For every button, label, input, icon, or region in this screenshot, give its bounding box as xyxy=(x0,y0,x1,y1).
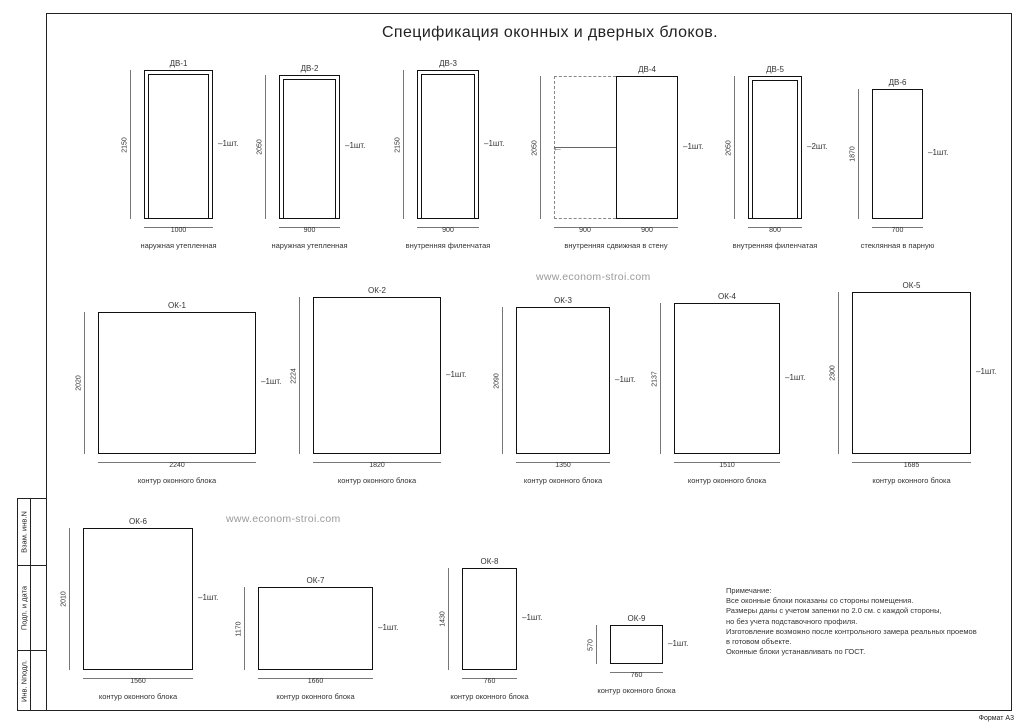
door-name: ДВ-2 xyxy=(300,64,319,73)
side-cell-replacement: Взам. инв.N xyxy=(19,510,29,553)
window-name: ОК-3 xyxy=(554,296,572,305)
window-height-dimension xyxy=(660,303,666,454)
window-height-dimension xyxy=(244,587,250,670)
notes-heading: Примечание: xyxy=(726,586,772,595)
window-width-value: 1660 xyxy=(307,678,324,685)
window-outline xyxy=(610,625,663,664)
window-outline xyxy=(852,292,971,454)
door-inner-frame xyxy=(421,74,475,219)
window-outline xyxy=(258,587,373,670)
window-outline xyxy=(313,297,441,454)
door-height-value: 1870 xyxy=(849,146,857,162)
notes-line: Все оконные блоки показаны со стороны помещения. xyxy=(726,596,914,606)
watermark: www.econom-stroi.com xyxy=(536,271,651,283)
door-width-value: 900 xyxy=(442,227,454,234)
window-caption: контур оконного блока xyxy=(687,476,767,485)
window-name: ОК-6 xyxy=(129,517,147,526)
window-quantity: –1шт. xyxy=(976,367,997,376)
window-height-value: 570 xyxy=(587,638,595,651)
door-height-dimension xyxy=(734,76,740,219)
window-quantity: –1шт. xyxy=(261,377,282,386)
door-quantity: –1шт. xyxy=(683,141,704,151)
window-name: ОК-4 xyxy=(718,292,736,301)
notes-line: Оконные блоки устанавливать по ГОСТ. xyxy=(726,647,866,657)
door-ghost-outline xyxy=(554,76,616,219)
door-name: ДВ-4 xyxy=(638,65,656,74)
window-name: ОК-5 xyxy=(902,281,921,290)
window-quantity: –1шт. xyxy=(446,369,467,379)
door-height-value: 2050 xyxy=(725,139,733,156)
window-outline xyxy=(83,528,193,670)
window-height-value: 1430 xyxy=(439,611,447,627)
door-slide-arrow xyxy=(554,142,616,148)
format-label: Формат А3 xyxy=(978,715,1014,722)
window-name: ОК-1 xyxy=(168,301,186,310)
notes-line: в готовом объекте. xyxy=(726,637,792,647)
window-height-dimension xyxy=(84,312,90,454)
window-caption: контур оконного блока xyxy=(523,476,603,485)
side-cell-signature: Подп. и дата xyxy=(19,585,29,630)
window-name: ОК-9 xyxy=(627,614,646,623)
door-quantity: –1шт. xyxy=(928,148,949,157)
window-caption: контур оконного блока xyxy=(276,692,355,701)
door-height-value: 2150 xyxy=(121,136,129,153)
window-quantity: –1шт. xyxy=(522,613,543,622)
window-height-value: 2137 xyxy=(651,370,659,387)
window-name: ОК-8 xyxy=(480,557,499,566)
window-quantity: –1шт. xyxy=(785,372,806,382)
door-width-value: 700 xyxy=(891,227,904,234)
window-height-dimension xyxy=(299,297,305,454)
window-width-value: 1510 xyxy=(719,462,735,469)
notes-line: но без учета подставочного профиля. xyxy=(726,616,858,626)
window-caption: контур оконного блока xyxy=(597,686,676,695)
window-height-value: 2010 xyxy=(60,591,68,607)
window-outline xyxy=(98,312,256,454)
door-quantity: –2шт. xyxy=(807,141,828,151)
door-height-dimension xyxy=(403,70,409,219)
door-width-value: 800 xyxy=(769,227,781,234)
door-quantity: –1шт. xyxy=(218,138,239,148)
door-height-dimension xyxy=(130,70,136,219)
door-outline xyxy=(872,89,923,219)
window-caption: контур оконного блока xyxy=(98,692,178,701)
window-width-value: 760 xyxy=(483,678,496,685)
door-width-value: 900 xyxy=(641,227,653,234)
notes-line: Изготовление возможно после контрольного замера реальных проемов xyxy=(726,626,977,636)
window-caption: контур оконного блока xyxy=(450,692,529,701)
window-caption: контур оконного блока xyxy=(337,476,417,485)
door-inner-frame xyxy=(283,79,336,219)
door-width-dimension xyxy=(554,222,678,228)
window-width-value: 760 xyxy=(630,672,643,679)
door-height-dimension xyxy=(858,89,864,219)
notes-block xyxy=(726,586,977,657)
door-caption: стеклянная в парную xyxy=(860,241,935,250)
window-height-value: 1170 xyxy=(235,620,243,637)
window-height-value: 2224 xyxy=(290,367,298,384)
window-name: ОК-2 xyxy=(368,286,386,295)
door-inner-frame xyxy=(752,80,798,219)
window-height-dimension xyxy=(69,528,75,670)
door-height-value: 2150 xyxy=(394,136,402,153)
door-quantity: –1шт. xyxy=(345,141,366,150)
door-slide-arrowhead: ← xyxy=(552,141,563,154)
door-height-value: 2050 xyxy=(256,139,264,155)
window-outline xyxy=(674,303,780,454)
window-width-value: 1820 xyxy=(369,462,385,469)
door-caption: наружная утепленная xyxy=(140,241,217,250)
window-name: ОК-7 xyxy=(306,576,325,585)
side-cell-inventory: Инв. Nподл. xyxy=(19,659,29,702)
door-caption: внутренняя сдвижная в стену xyxy=(564,241,668,250)
window-quantity: –1шт. xyxy=(198,593,219,602)
window-height-value: 2300 xyxy=(829,365,837,381)
door-caption: внутренняя филенчатая xyxy=(405,241,491,250)
door-height-dimension xyxy=(265,75,271,219)
window-caption: контур оконного блока xyxy=(137,476,217,485)
door-quantity: –1шт. xyxy=(484,138,505,148)
door-name: ДВ-3 xyxy=(439,59,457,68)
door-caption: наружная утепленная xyxy=(271,241,348,250)
window-caption: контур оконного блока xyxy=(872,476,951,485)
window-height-value: 2020 xyxy=(75,375,83,391)
door-name: ДВ-1 xyxy=(169,59,188,68)
door-caption: внутренняя филенчатая xyxy=(732,241,818,250)
window-width-value: 1350 xyxy=(555,462,571,469)
door-width-value: 1000 xyxy=(170,227,187,234)
window-outline xyxy=(516,307,610,454)
window-quantity: –1шт. xyxy=(615,374,636,384)
door-ghost-width-value: 900 xyxy=(579,227,591,234)
door-outline xyxy=(616,76,678,219)
window-height-dimension xyxy=(838,292,844,454)
window-height-dimension xyxy=(448,568,454,670)
door-inner-frame xyxy=(148,74,209,219)
watermark: www.econom-stroi.com xyxy=(226,513,341,525)
window-height-value: 2090 xyxy=(493,372,501,389)
page-title: Спецификация оконных и дверных блоков. xyxy=(381,24,719,41)
notes-line: Размеры даны с учетом запенки по 2.0 см. с каждой стороны, xyxy=(726,606,942,616)
window-width-value: 2240 xyxy=(169,462,185,469)
door-height-dimension xyxy=(540,76,546,219)
window-width-value: 1685 xyxy=(903,462,920,469)
door-width-value: 900 xyxy=(303,227,316,234)
door-height-value: 2050 xyxy=(531,139,539,156)
window-outline xyxy=(462,568,517,670)
door-name: ДВ-6 xyxy=(888,78,907,87)
window-height-dimension xyxy=(596,625,602,664)
window-height-dimension xyxy=(502,307,508,454)
window-width-value: 1560 xyxy=(130,678,146,685)
window-quantity: –1шт. xyxy=(378,622,399,632)
window-quantity: –1шт. xyxy=(668,638,689,648)
door-name: ДВ-5 xyxy=(766,65,784,74)
